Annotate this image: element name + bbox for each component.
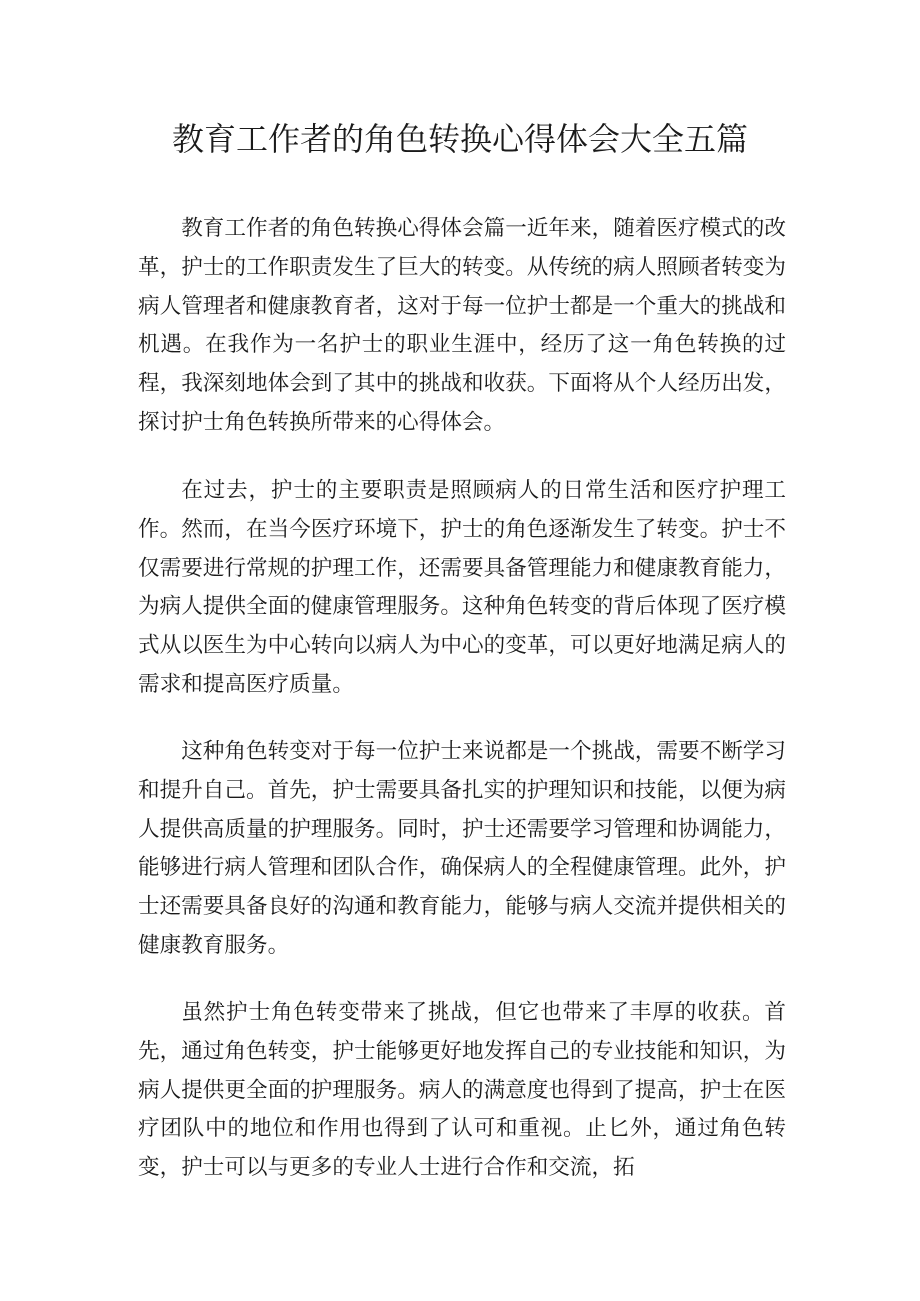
paragraph: 教育工作者的角色转换心得体会篇一近年来，随着医疗模式的改革，护士的工作职责发生了巨大的转变。从传统的病人照顾者转变为病人管理者和健康教育者，这对于每一位护士都是一个重大的挑战和机遇。在我作为一名护士的职业生涯中，经历了这一角色转换的过程，我深刻地体会到了其中的挑战和收获。下面将从个人经历出发，探讨护士角色转换所带来的心得体会。 [138,216,786,435]
paragraph-block [138,210,786,443]
paragraph-block [138,733,786,966]
paragraph: 虽然护士角色转变带来了挑战，但它也带来了丰厚的收获。首先，通过角色转变，护士能够更好地发挥自己的专业技能和知识，为病人提供更全面的护理服务。病人的满意度也得到了提高，护士在医疗团队中的地位和作用也得到了认可和重视。止匕外，通过角色转变，护士可以与更多的专业人士进行合作和交流，拓 [138,1000,786,1181]
paragraph: 这种角色转变对于每一位护士来说都是一个挑战，需要不断学习和提升自己。首先，护士需要具备扎实的护理知识和技能，以便为病人提供高质量的护理服务。同时，护士还需要学习管理和协调能力，能够进行病人管理和团队合作，确保病人的全程健康管理。此外，护士还需要具备良好的沟通和教育能力，能够与病人交流并提供相关的健康教育服务。 [138,739,786,958]
paragraph: 在过去，护士的主要职责是照顾病人的日常生活和医疗护理工作。然而，在当今医疗环境下，护士的角色逐渐发生了转变。护士不仅需要进行常规的护理工作，还需要具备管理能力和健康教育能力，为病人提供全面的健康管理服务。这种角色转变的背后体现了医疗模式从以医生为中心转向以病人为中心的变革，可以更好地满足病人的需求和提高医疗质量。 [138,478,786,697]
paragraph-block [138,994,786,1188]
document-title: 教育工作者的角色转换心得体会大全五篇 [171,120,748,158]
paragraph-block [138,472,786,705]
